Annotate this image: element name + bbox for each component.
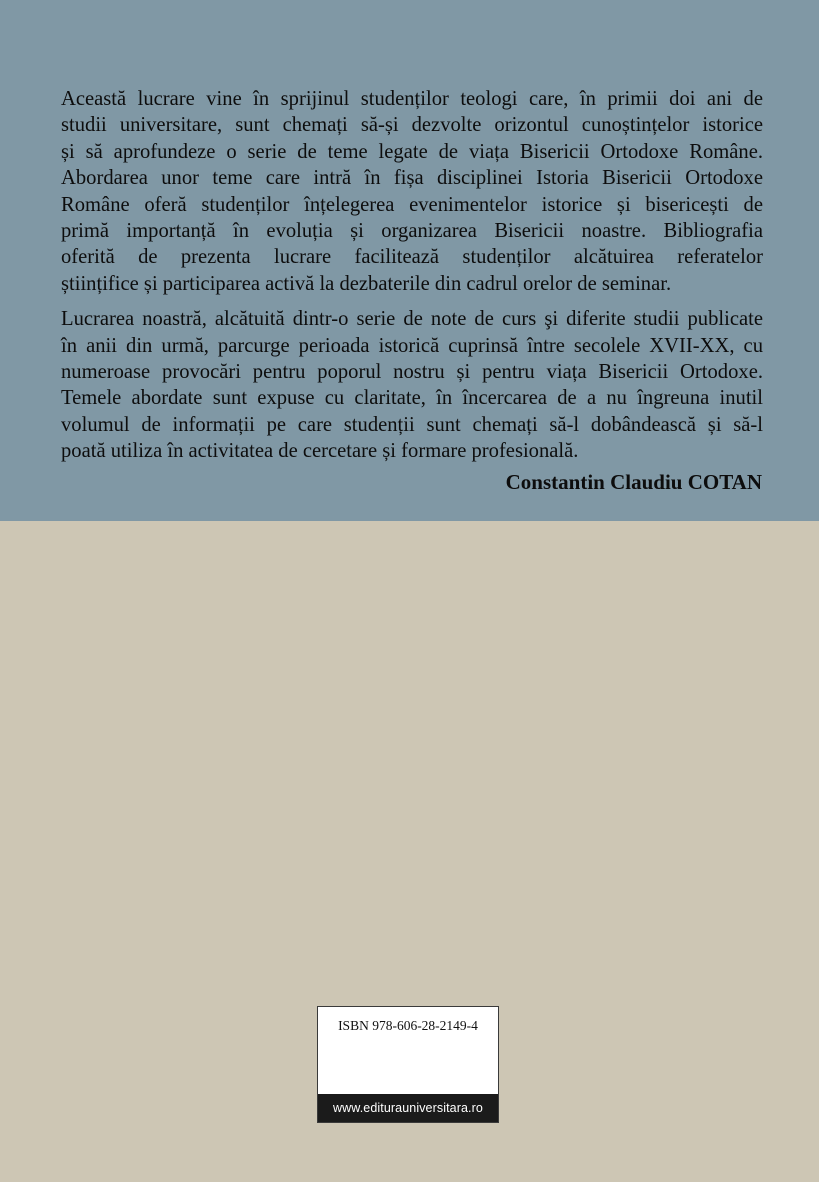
blurb-line: și să aprofundeze o serie de teme legate de viața Bisericii Ortodoxe Române. (61, 140, 763, 163)
blurb-line: poată utiliza în activitatea de cercetare și formare profesională. (61, 440, 579, 463)
blurb-line: Temele abordate sunt expuse cu claritate, în încercarea de a nu îngreuna inutil (61, 387, 763, 410)
isbn-number: ISBN 978-606-28-2149-4 (338, 1018, 478, 1033)
blurb-line: Abordarea unor teme care intră în fișa disciplinei Istoria Bisericii Ortodoxe (61, 167, 763, 190)
author-name: Constantin Claudiu COTAN (505, 470, 762, 494)
blurb-line: primă importanță în evoluția și organizarea Bisericii noastre. Bibliografia (61, 220, 763, 243)
blurb-line: studii universitare, sunt chemați să-și dezvolte orizontul cunoștințelor istorice (61, 114, 763, 137)
blurb-line: Lucrarea noastră, alcătuită dintr-o serie de note de curs şi diferite studii publicate (61, 308, 763, 331)
blurb-line: numeroase provocări pentru poporul nostru și pentru viața Bisericii Ortodoxe. (61, 361, 763, 384)
publisher-url: www.editurauniversitara.ro (318, 1094, 498, 1122)
blurb-line: în anii din urmă, parcurge perioada istorică cuprinsă între secolele XVII-XX, cu (61, 334, 763, 357)
blurb-line: științifice și participarea activă la dezbaterile din cadrul orelor de seminar. (61, 272, 672, 295)
blurb-line: volumul de informații pe care studenții sunt chemați să-l dobândească și să-l (61, 413, 763, 436)
blurb-line: oferită de prezenta lucrare facilitează studenților alcătuirea referatelor (61, 246, 763, 269)
blurb-line: Această lucrare vine în sprijinul studenților teologi care, în primii doi ani de (61, 88, 763, 110)
blurb-line: Române oferă studenților înțelegerea evenimentelor istorice și bisericești de (61, 193, 763, 216)
back-cover-blurb (61, 86, 763, 465)
isbn-barcode-box (317, 1006, 499, 1123)
